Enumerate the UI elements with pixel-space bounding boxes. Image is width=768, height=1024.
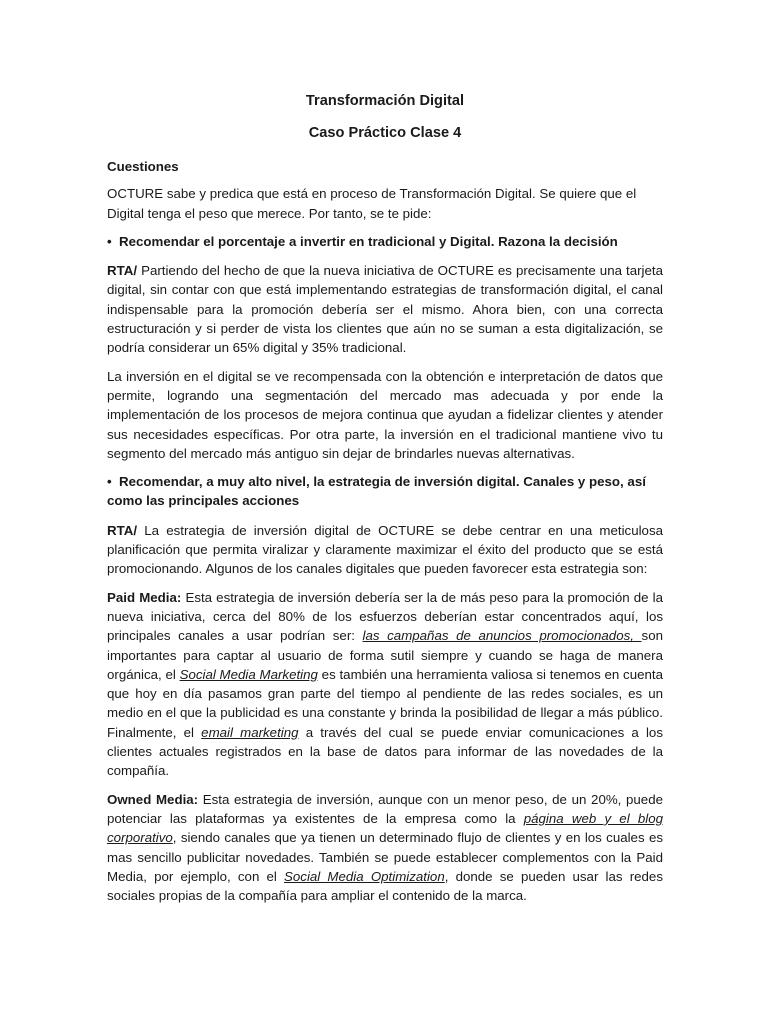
answer-1-paragraph-1: [107, 261, 663, 357]
question-2: [107, 472, 663, 511]
document-body: [107, 91, 663, 914]
question-1: [107, 232, 663, 251]
paid-media-paragraph: [107, 588, 663, 781]
bullet-icon: •: [107, 233, 112, 249]
question-2-text: Recomendar, a muy alto nivel, la estrategia de inversión digital. Canales y peso, así como las principales acciones: [107, 474, 646, 509]
owned-media-link-web: página web y el blog corporativo: [107, 810, 663, 846]
document-title: Transformación Digital: [305, 93, 465, 109]
paid-media-text-4: a través del cual se puede enviar comunicaciones a los clientes actuales registrados en la base de datos para informar de las novedades de la compañía.: [107, 724, 663, 779]
section-heading: Cuestiones: [107, 159, 179, 174]
paid-media-label: Paid Media:: [107, 589, 182, 605]
owned-media-text-2: , siendo canales que ya tienen un determinado flujo de clientes y en los cuales es mas sencillo publicitar novedades. También se puede establecer complementos con la Paid Media, por ejemplo, con el: [107, 830, 663, 884]
answer-2-intro-text: La estrategia de inversión digital de OCTURE se debe centrar en una meticulosa planificación que permita viralizar y claramente maximizar el éxito del producto que se está promocionando. Algunos de los canales digitales que pueden favorecer esta estrategia son:: [107, 522, 663, 577]
bullet-icon: •: [107, 474, 112, 490]
answer-label: RTA/: [107, 263, 138, 279]
owned-media-text-3: , donde se pueden usar las redes sociales propias de la compañía para ampliar el contenido de la marca.: [107, 868, 663, 904]
document-subtitle: Caso Práctico Clase 4: [308, 125, 462, 141]
paid-media-text-2: son importantes para captar al usuario de forma sutil siempre y cuando se haga de manera orgánica, el: [107, 628, 663, 682]
owned-media-text-1: Esta estrategia de inversión, aunque con un menor peso, de un 20%, puede potenciar las plataformas ya existentes de la empresa como la: [107, 791, 663, 826]
paid-media-link-smm: Social Media Marketing: [179, 666, 318, 682]
question-1-text: Recomendar el porcentaje a invertir en tradicional y Digital. Razona la decisión: [119, 233, 618, 249]
answer-1-text: Partiendo del hecho de que la nueva iniciativa de OCTURE es precisamente una tarjeta digital, sin contar con que está implementando estrategias de transformación digital, el canal indispensable para la promoción debería ser el mismo. Ahora bien, con una correcta estructuración y si perder de vista los clientes que aún no se suman a esta digitalización, se podría considerar un 65% digital y 35% tradicional.: [107, 263, 663, 356]
owned-media-link-smo: Social Media Optimization: [284, 868, 445, 884]
owned-media-paragraph: [107, 790, 663, 906]
paid-media-text-3: es también una herramienta valiosa si tenemos en cuenta que hoy en día pasamos gran parte del tiempo al pendiente de las redes sociales, es un medio en el que la publicidad es una constante y brinda la posibilidad de llegar a más público. Finalmente, el: [107, 666, 663, 740]
paid-media-link-campaigns: las campañas de anuncios promocionados,: [362, 628, 642, 644]
answer-2-intro: [107, 521, 663, 579]
answer-1-paragraph-2: La inversión en el digital se ve recompensada con la obtención e interpretación de datos que permite, logrando una segmentación del mercado mas adecuada y por ende la implementación de los procesos de mejora continua que ayudan a fidelizar clientes y atender sus necesidades específicas. Por otra parte, la inversión en el tradicional mantiene vivo tu segmento del mercado más antiguo sin dejar de brindarles nuevas alternativas.: [107, 368, 663, 461]
intro-paragraph: OCTURE sabe y predica que está en proceso de Transformación Digital. Se quiere que el Digital tenga el peso que merece. Por tanto, se te pide:: [107, 186, 637, 221]
paid-media-link-email: email marketing: [201, 724, 299, 740]
paid-media-text-1: Esta estrategia de inversión debería ser la de más peso para la promoción de la nueva iniciativa, cerca del 80% de los esfuerzos deberían estar concentrados aquí, los principales canales a usar podrían ser:: [107, 589, 663, 644]
answer-label: RTA/: [107, 522, 138, 538]
owned-media-label: Owned Media:: [107, 791, 199, 807]
